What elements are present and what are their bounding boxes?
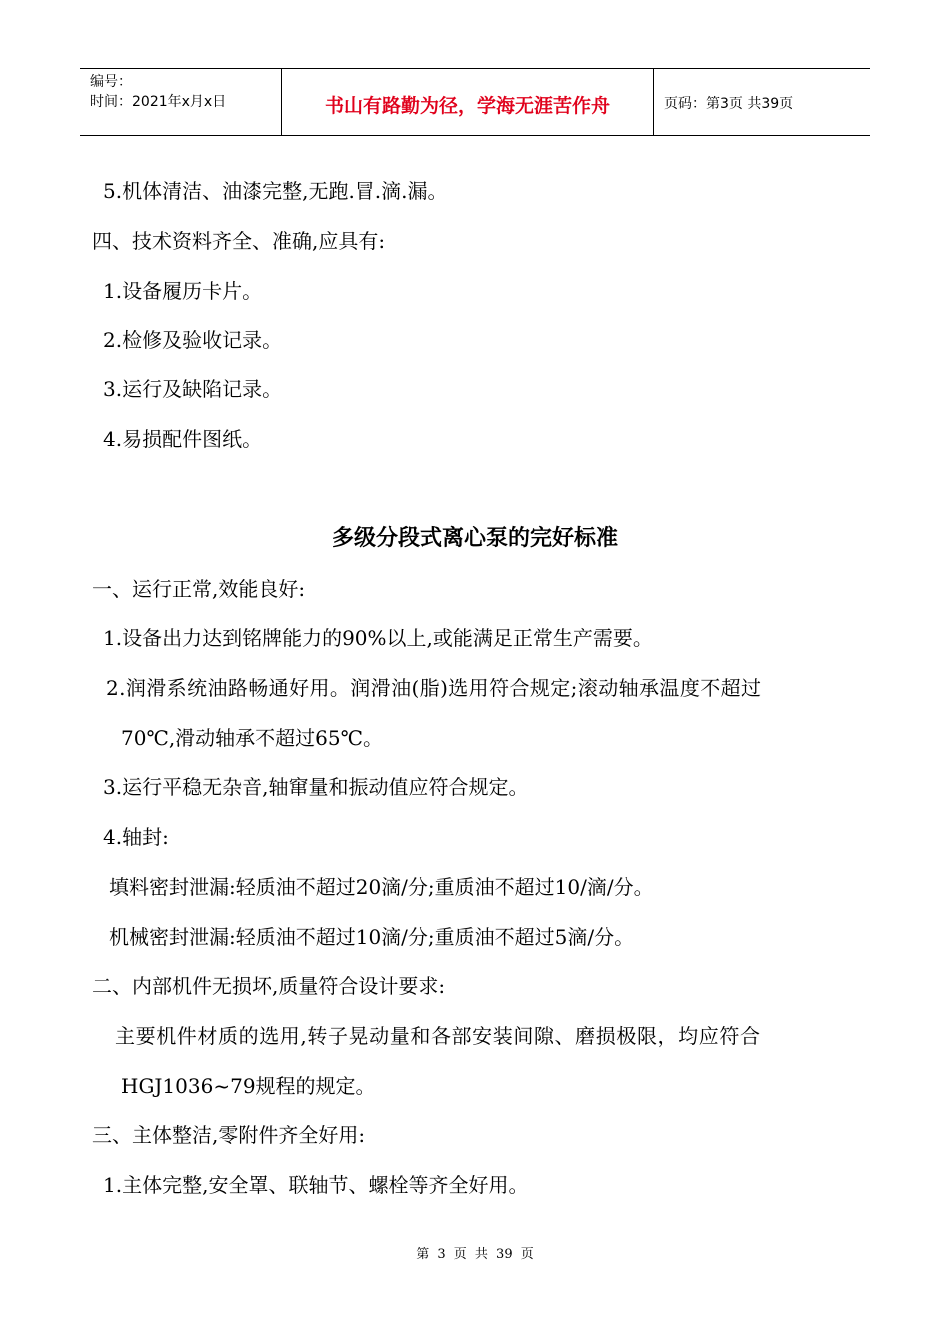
body-line: 4.轴封: — [103, 825, 169, 849]
body-line: 4.易损配件图纸。 — [103, 427, 263, 451]
body-line: 1.设备履历卡片。 — [103, 279, 263, 303]
body-line: 2.检修及验收记录。 — [103, 328, 283, 352]
body-line: 5.机体清洁、油漆完整,无跑.冒.滴.漏。 — [103, 179, 448, 203]
header-motto: 书山有路勤为径，学海无涯苦作舟 — [282, 69, 654, 135]
body-line: 70℃,滑动轴承不超过65℃。 — [121, 726, 384, 750]
section-heading: 二、内部机件无损坏,质量符合设计要求: — [92, 974, 446, 998]
body-line: 机械密封泄漏:轻质油不超过10滴/分;重质油不超过5滴/分。 — [109, 925, 635, 949]
date-label: 时间：2021年x月x日 — [90, 94, 227, 110]
body-line: HGJ1036~79规程的规定。 — [121, 1074, 376, 1098]
section-heading: 三、主体整洁,零附件齐全好用: — [92, 1123, 366, 1147]
body-line: 1.设备出力达到铭牌能力的90%以上,或能满足正常生产需要。 — [103, 626, 653, 650]
page-header — [80, 68, 870, 136]
section-heading: 一、运行正常,效能良好: — [92, 577, 306, 601]
body-line: 主要机件材质的选用,转子晃动量和各部安装间隙、磨损极限，均应符合 — [115, 1024, 761, 1048]
body-line: 3.运行及缺陷记录。 — [103, 377, 283, 401]
header-meta — [80, 69, 282, 135]
section-heading: 四、技术资料齐全、准确,应具有: — [92, 229, 386, 253]
header-page-info: 页码：第3页 共39页 — [664, 96, 794, 112]
body-line: 填料密封泄漏:轻质油不超过20滴/分;重质油不超过10/滴/分。 — [109, 875, 654, 899]
page-footer: 第 3 页 共 39 页 — [416, 1247, 534, 1262]
body-line: 1.主体完整,安全罩、联轴节、螺栓等齐全好用。 — [103, 1173, 529, 1197]
section-title: 多级分段式离心泵的完好标准 — [331, 526, 618, 551]
body-line: 3.运行平稳无杂音,轴窜量和振动值应符合规定。 — [103, 775, 529, 799]
body-line: 2.润滑系统油路畅通好用。润滑油(脂)选用符合规定;滚动轴承温度不超过 — [106, 676, 762, 700]
number-label: 编号： — [90, 74, 132, 90]
